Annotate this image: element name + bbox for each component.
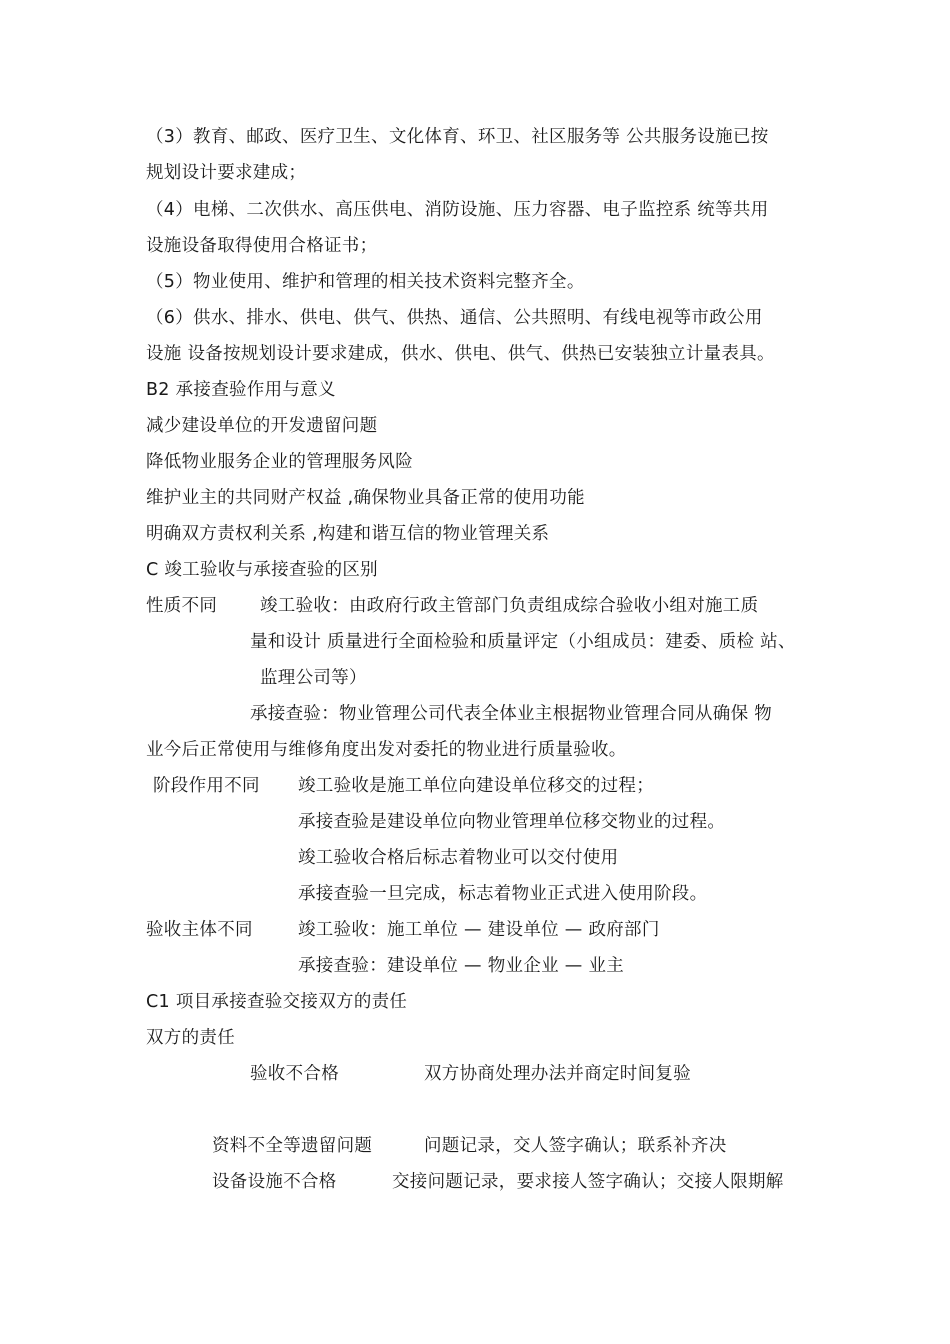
- c1-row-text: 双方协商处理办法并商定时间复验: [424, 1064, 691, 1084]
- item-4-line-1: （4）电梯、二次供水、高压供电、消防设施、压力容器、电子监控系 统等共用: [146, 200, 769, 220]
- stage-line: 承接查验一旦完成，标志着物业正式进入使用阶段。: [298, 884, 708, 904]
- section-b2-heading: B2 承接查验作用与意义: [146, 380, 336, 400]
- section-c-heading: C 竣工验收与承接查验的区别: [146, 560, 378, 580]
- c1-row-label: 设备设施不合格: [212, 1172, 337, 1192]
- b2-point: 明确双方责权利关系 ,构建和谐互信的物业管理关系: [146, 524, 550, 544]
- item-4-line-2: 设施设备取得使用合格证书；: [146, 236, 378, 256]
- c1-subheading: 双方的责任: [146, 1028, 235, 1048]
- stage-label: 阶段作用不同: [153, 776, 260, 796]
- c1-row-label: 验收不合格: [250, 1064, 339, 1084]
- stage-line: 竣工验收合格后标志着物业可以交付使用: [298, 848, 619, 868]
- b2-point: 减少建设单位的开发遗留问题: [146, 416, 378, 436]
- nature-line-1: 竣工验收：由政府行政主管部门负责组成综合验收小组对施工质: [260, 596, 759, 616]
- item-6-line-1: （6）供水、排水、供电、供气、供热、通信、公共照明、有线电视等市政公用: [146, 308, 763, 328]
- subject-label: 验收主体不同: [146, 920, 253, 940]
- nature-label: 性质不同: [146, 596, 218, 616]
- stage-line: 竣工验收是施工单位向建设单位移交的过程；: [298, 776, 654, 796]
- subject-line-2: 承接查验：建设单位 — 物业企业 — 业主: [298, 956, 625, 976]
- subject-line-1: 竣工验收：施工单位 — 建设单位 — 政府部门: [298, 920, 660, 940]
- nature-line-4: 承接查验：物业管理公司代表全体业主根据物业管理合同从确保 物: [250, 704, 773, 724]
- nature-line-2: 量和设计 质量进行全面检验和质量评定（小组成员：建委、质检 站、: [250, 632, 796, 652]
- section-c1-heading: C1 项目承接查验交接双方的责任: [146, 992, 408, 1012]
- nature-line-5: 业今后正常使用与维修角度出发对委托的物业进行质量验收。: [146, 740, 627, 760]
- item-6-line-2: 设施 设备按规划设计要求建成，供水、供电、供气、供热已安装独立计量表具。: [146, 344, 775, 364]
- item-5: （5）物业使用、维护和管理的相关技术资料完整齐全。: [146, 272, 585, 292]
- b2-point: 降低物业服务企业的管理服务风险: [146, 452, 413, 472]
- c1-row-label: 资料不全等遗留问题: [212, 1136, 373, 1156]
- c1-row-text: 交接问题记录，要求接人签字确认；交接人限期解: [392, 1172, 784, 1192]
- b2-point: 维护业主的共同财产权益 ,确保物业具备正常的使用功能: [146, 488, 585, 508]
- item-3-line-2: 规划设计要求建成；: [146, 163, 307, 183]
- nature-line-3: 监理公司等）: [260, 668, 367, 688]
- item-3-line-1: （3）教育、邮政、医疗卫生、文化体育、环卫、社区服务等 公共服务设施已按: [146, 127, 769, 147]
- c1-row-text: 问题记录，交人签字确认；联系补齐决: [424, 1136, 727, 1156]
- stage-line: 承接查验是建设单位向物业管理单位移交物业的过程。: [298, 812, 726, 832]
